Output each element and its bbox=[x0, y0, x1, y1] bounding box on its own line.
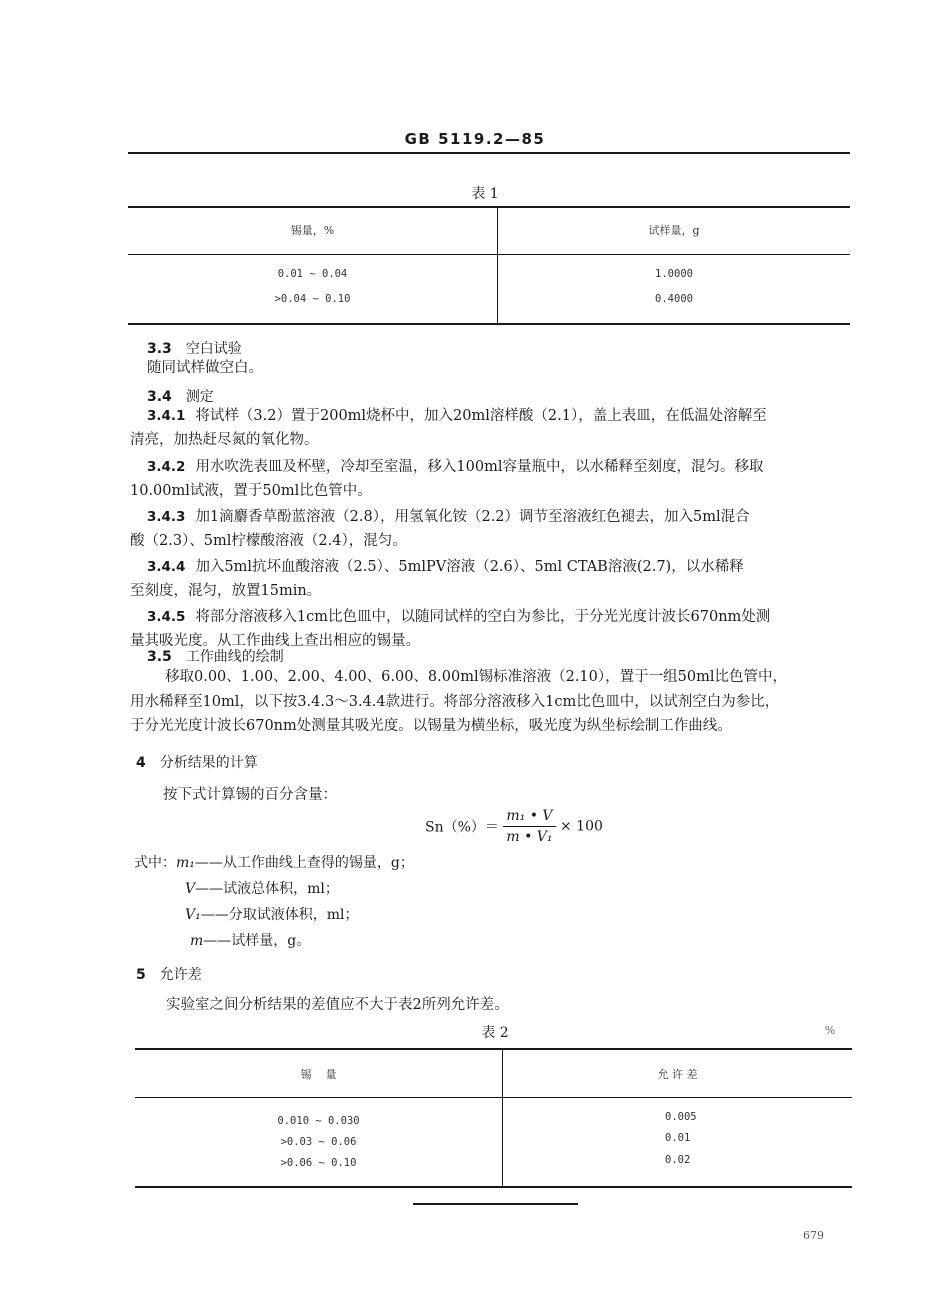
section-3-4-number: 3.4 bbox=[147, 389, 172, 405]
table1-row1-mass: 1.0000 bbox=[655, 268, 693, 280]
definition-text: ——从工作曲线上查得的锡量，g； bbox=[194, 855, 414, 871]
table2-row2-range: >0.03 ~ 0.06 bbox=[280, 1136, 357, 1148]
section-3-5-number: 3.5 bbox=[147, 649, 172, 665]
definition-text: ——试样量，g。 bbox=[203, 933, 311, 949]
definition-symbol: V₁ bbox=[185, 907, 201, 923]
section-3-5-heading bbox=[147, 646, 284, 666]
section-3-5-line3: 于分光光度计波长670nm处测量其吸光度。以锡量为横坐标，吸光度为纵坐标绘制工作曲线。 bbox=[130, 718, 732, 734]
section-5-text: 实验室之间分析结果的差值应不大于表2所列允许差。 bbox=[166, 997, 509, 1013]
section-5-title: 允许差 bbox=[159, 967, 202, 983]
section-5-heading bbox=[136, 964, 202, 984]
table1-top-rule bbox=[128, 206, 850, 208]
section-3-4-1-text: 将试样（3.2）置于200ml烧杯中，加入20ml溶样酸（2.1），盖上表皿，在低温处溶解至 bbox=[195, 408, 767, 424]
formula-denominator: m • V₁ bbox=[506, 829, 553, 845]
standard-code-header: GB 5119.2—85 bbox=[404, 130, 546, 148]
definition-text: ——试液总体积，ml； bbox=[195, 881, 339, 897]
definition-row bbox=[134, 850, 414, 876]
table1-header-tin: 锡量，% bbox=[290, 224, 335, 237]
definition-text: ——分取试液体积，ml； bbox=[200, 907, 359, 923]
formula-fraction bbox=[503, 808, 555, 845]
section-3-3-text: 随同试样做空白。 bbox=[147, 360, 263, 376]
section-3-5-line2: 用水稀释至10ml，以下按3.4.3～3.4.4款进行。将部分溶液移入1cm比色皿中，以试剂空白为参比， bbox=[130, 694, 780, 710]
section-3-4-3-number: 3.4.3 bbox=[147, 509, 186, 525]
table2-header-tin: 锡 量 bbox=[300, 1068, 337, 1081]
definition-row bbox=[134, 928, 414, 954]
table2-row1-tol: 0.005 bbox=[665, 1111, 697, 1123]
definitions-block bbox=[134, 850, 414, 954]
table2-unit: % bbox=[824, 1024, 836, 1037]
section-3-5-line1: 移取0.00、1.00、2.00、4.00、6.00、8.00ml锡标准溶液（2.10），置于一组50ml比色管中， bbox=[165, 669, 787, 685]
table2-bottom-rule bbox=[135, 1186, 852, 1188]
definition-symbol: m bbox=[190, 933, 204, 949]
definition-row bbox=[134, 876, 414, 902]
section-3-4-4-text: 加入5ml抗坏血酸溶液（2.5）、5mlPV溶液（2.6）、5ml CTAB溶液(2.7)，以水稀释 bbox=[195, 559, 744, 575]
section-3-3-number: 3.3 bbox=[147, 341, 172, 357]
section-3-4-5-text: 将部分溶液移入1cm比色皿中，以随同试样的空白为参比，于分光光度计波长670nm处测 bbox=[195, 609, 771, 625]
definitions-prefix: 式中： bbox=[134, 855, 176, 871]
table2-header-tolerance: 允 许 差 bbox=[657, 1068, 698, 1081]
definition-symbol: V bbox=[185, 881, 196, 897]
section-3-4-4-line1 bbox=[147, 554, 744, 581]
section-4-title: 分析结果的计算 bbox=[159, 755, 258, 771]
section-3-4-1-line1 bbox=[147, 403, 867, 430]
section-3-5-title: 工作曲线的绘制 bbox=[185, 649, 284, 665]
section-3-3-title: 空白试验 bbox=[185, 341, 242, 357]
end-of-standard-rule bbox=[413, 1203, 578, 1205]
table2-row1-range: 0.010 ~ 0.030 bbox=[277, 1115, 360, 1127]
page-number: 679 bbox=[803, 1229, 824, 1242]
table2-row3-tol: 0.02 bbox=[665, 1154, 691, 1166]
section-3-4-4-line2: 至刻度，混匀，放置15min。 bbox=[130, 583, 322, 599]
section-4-intro: 按下式计算锡的百分含量： bbox=[163, 787, 337, 803]
table1-caption: 表 1 bbox=[471, 186, 499, 202]
table1-bottom-rule bbox=[128, 323, 850, 325]
table1-row1-range: 0.01 ~ 0.04 bbox=[277, 268, 348, 280]
formula-tail: × 100 bbox=[559, 818, 603, 835]
section-5-number: 5 bbox=[136, 967, 146, 983]
table2-top-rule bbox=[135, 1048, 852, 1050]
formula-lhs: Sn（%）＝ bbox=[425, 819, 499, 836]
section-3-4-1-number: 3.4.1 bbox=[147, 408, 186, 424]
section-3-4-2-text: 用水吹洗表皿及杯壁，冷却至室温，移入100ml容量瓶中，以水稀释至刻度，混匀。移取 bbox=[195, 459, 764, 475]
section-4-heading bbox=[136, 752, 258, 772]
table1-row2-range: >0.04 ~ 0.10 bbox=[274, 293, 351, 305]
definition-symbol: m₁ bbox=[176, 855, 195, 871]
section-3-4-3-line1 bbox=[147, 504, 750, 531]
section-3-4-5-line2: 量其吸光度。从工作曲线上查出相应的锡量。 bbox=[130, 633, 420, 649]
section-3-4-2-line1 bbox=[147, 454, 764, 481]
section-3-4-5-number: 3.4.5 bbox=[147, 609, 186, 625]
definition-row bbox=[134, 902, 414, 928]
table1-header-rule bbox=[128, 254, 850, 255]
section-3-4-2-line2: 10.00ml试液，置于50ml比色管中。 bbox=[130, 483, 372, 499]
tin-formula bbox=[425, 808, 603, 845]
table2-caption: 表 2 bbox=[481, 1025, 509, 1041]
section-3-4-4-number: 3.4.4 bbox=[147, 559, 186, 575]
section-3-4-3-text: 加1滴麝香草酚蓝溶液（2.8），用氢氧化铵（2.2）调节至溶液红色褪去，加入5ml混合 bbox=[195, 509, 750, 525]
section-3-4-3-line2: 酸（2.3）、5ml柠檬酸溶液（2.4），混匀。 bbox=[130, 533, 407, 549]
section-3-4-2-number: 3.4.2 bbox=[147, 459, 186, 475]
section-4-number: 4 bbox=[136, 755, 146, 771]
table1-row2-mass: 0.4000 bbox=[655, 293, 693, 305]
section-3-4-5-line1 bbox=[147, 604, 770, 631]
section-3-4-1-line2: 清亮，加热赶尽氮的氧化物。 bbox=[130, 432, 319, 448]
header-rule bbox=[128, 152, 850, 154]
table2-header-rule bbox=[135, 1097, 852, 1098]
formula-numerator: m₁ • V bbox=[503, 808, 555, 827]
section-3-4-title: 测定 bbox=[185, 389, 214, 405]
table2-row2-tol: 0.01 bbox=[665, 1132, 691, 1144]
table2-row3-range: >0.06 ~ 0.10 bbox=[280, 1157, 357, 1169]
table1-header-mass: 试样量，g bbox=[648, 224, 700, 237]
